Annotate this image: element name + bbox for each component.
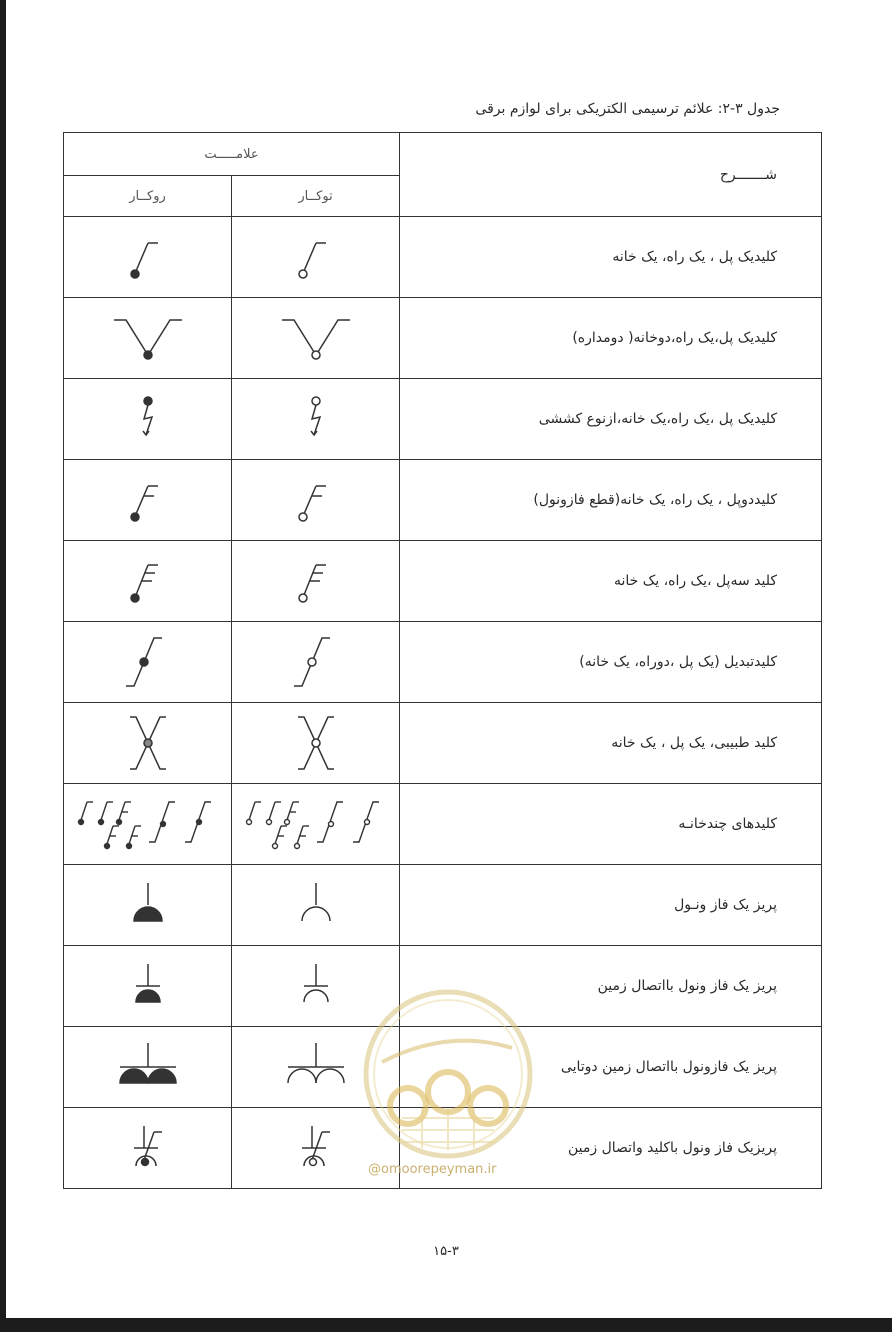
table-row xyxy=(64,622,822,703)
exposed-symbol xyxy=(64,622,232,703)
row-description: کلیدتبدیل (یک پل ،دوراه، یک خانه) xyxy=(400,622,822,703)
two-way-switch-icon xyxy=(286,630,346,694)
row-description: پریزیک فاز ونول باکلید واتصال زمین xyxy=(400,1108,822,1189)
pull-cord-switch-icon xyxy=(286,389,346,449)
row-description: پریز یک فاز ونـول xyxy=(400,865,822,946)
triple-pole-switch-icon xyxy=(118,551,178,611)
multi-gang-switch-icon xyxy=(241,794,391,854)
exposed-symbol xyxy=(64,298,232,379)
exposed-symbol xyxy=(64,379,232,460)
watermark-text: @omoorepeyman.ir xyxy=(368,1162,497,1177)
exposed-header: روکــار xyxy=(64,176,232,217)
switched-earthed-socket-icon xyxy=(286,1118,346,1178)
surface-symbol xyxy=(232,703,400,784)
table-row xyxy=(64,379,822,460)
description-header: شـــــــرح xyxy=(400,133,822,217)
double-pole-switch-icon xyxy=(286,470,346,530)
triple-pole-switch-icon xyxy=(286,551,346,611)
single-pole-one-way-switch-icon xyxy=(118,227,178,287)
table-caption: جدول ۳-۲: علائم ترسیمی الکتریکی برای لوازم برقی xyxy=(475,101,780,117)
pull-cord-switch-icon xyxy=(118,389,178,449)
intermediate-switch-icon xyxy=(286,711,346,775)
exposed-symbol xyxy=(64,541,232,622)
double-earthed-socket-icon xyxy=(276,1037,356,1097)
table-row xyxy=(64,784,822,865)
exposed-symbol xyxy=(64,946,232,1027)
table-row xyxy=(64,298,822,379)
exposed-symbol xyxy=(64,865,232,946)
row-description: پریز یک فاز ونول بااتصال زمین xyxy=(400,946,822,1027)
exposed-symbol xyxy=(64,1108,232,1189)
surface-symbol xyxy=(232,622,400,703)
row-description: کلیدهای چندخانـه xyxy=(400,784,822,865)
table-row xyxy=(64,541,822,622)
single-phase-socket-icon xyxy=(286,875,346,935)
double-earthed-socket-icon xyxy=(108,1037,188,1097)
scan-border-bottom xyxy=(0,1318,892,1332)
surface-symbol xyxy=(232,379,400,460)
row-description: کلیددوپل ، یک راه، یک خانه(قطع فازونول) xyxy=(400,460,822,541)
two-gang-switch-icon xyxy=(108,308,188,368)
two-gang-switch-icon xyxy=(276,308,356,368)
row-description: کلیدیک پل ،یک راه،یک خانه،ازنوع کششی xyxy=(400,379,822,460)
row-description: کلیدیک پل ، یک راه، یک خانه xyxy=(400,217,822,298)
table-row xyxy=(64,460,822,541)
exposed-symbol xyxy=(64,703,232,784)
two-way-switch-icon xyxy=(118,630,178,694)
earthed-socket-icon xyxy=(286,956,346,1016)
table-row xyxy=(64,703,822,784)
table-row xyxy=(64,217,822,298)
row-description: پریز یک فازونول بااتصال زمین دوتایی xyxy=(400,1027,822,1108)
exposed-symbol xyxy=(64,1027,232,1108)
table-row xyxy=(64,865,822,946)
exposed-symbol xyxy=(64,460,232,541)
switched-earthed-socket-icon xyxy=(118,1118,178,1178)
single-phase-socket-icon xyxy=(118,875,178,935)
surface-symbol xyxy=(232,541,400,622)
exposed-symbol xyxy=(64,217,232,298)
surface-symbol xyxy=(232,460,400,541)
surface-header: توکــار xyxy=(232,176,400,217)
page-number: ۱۵-۳ xyxy=(433,1244,459,1259)
row-description: کلید طبیبی، یک پل ، یک خانه xyxy=(400,703,822,784)
intermediate-switch-icon xyxy=(118,711,178,775)
row-description: کلید سه‌پل ،یک راه، یک خانه xyxy=(400,541,822,622)
earthed-socket-icon xyxy=(118,956,178,1016)
surface-symbol xyxy=(232,865,400,946)
exposed-symbol xyxy=(64,784,232,865)
double-pole-switch-icon xyxy=(118,470,178,530)
multi-gang-switch-icon xyxy=(73,794,223,854)
single-pole-one-way-switch-icon xyxy=(286,227,346,287)
surface-symbol xyxy=(232,784,400,865)
surface-symbol xyxy=(232,298,400,379)
watermark-logo xyxy=(362,988,534,1160)
header-row-1 xyxy=(64,133,822,176)
scan-border-left xyxy=(0,0,6,1332)
row-description: کلیدیک پل،یک راه،دوخانه( دومداره) xyxy=(400,298,822,379)
symbol-header: علامـــــت xyxy=(64,133,400,176)
surface-symbol xyxy=(232,217,400,298)
